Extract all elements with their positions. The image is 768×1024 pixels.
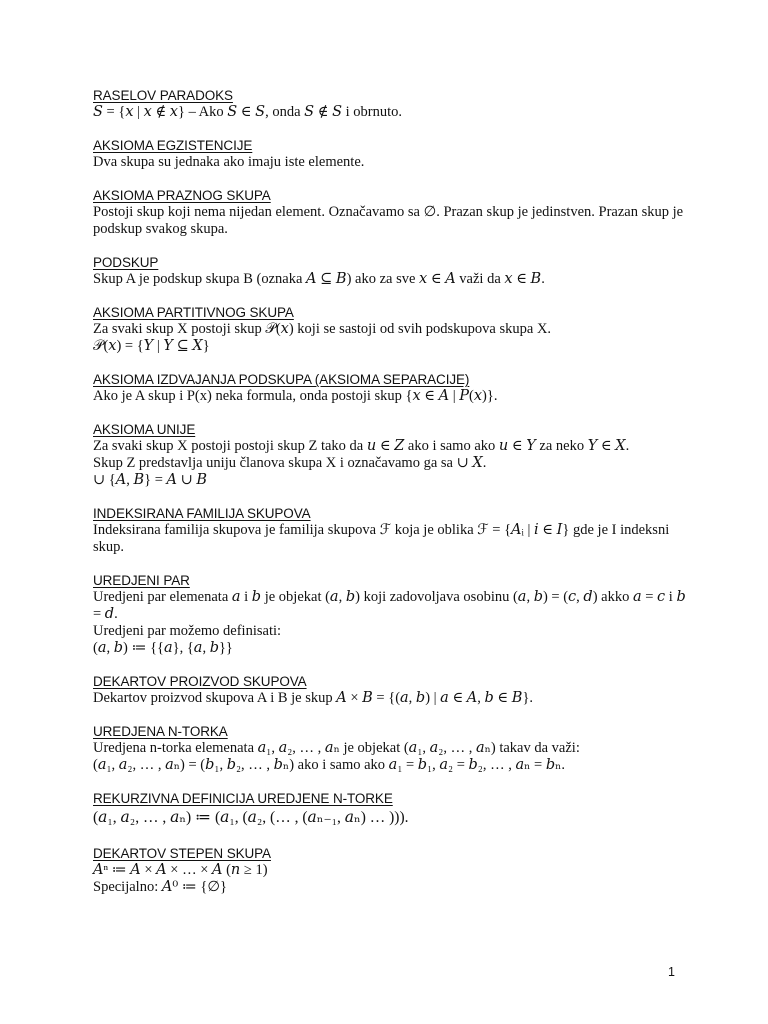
union-formula: ∪ {𝐴, 𝐵} = 𝐴 ∪ 𝐵	[93, 472, 208, 488]
section-aksioma-egzistencije	[93, 137, 693, 171]
axiom-text: Za svaki skup X postoji skup 𝒫(𝑥) koji se sastoji od svih podskupova skupa X.	[93, 321, 552, 337]
section-aksioma-partitivnog-skupa	[93, 304, 693, 355]
power-formula: 𝐴ⁿ ≔ 𝐴 × 𝐴 × … × 𝐴 (𝑛 ≥ 1)	[93, 862, 268, 878]
pair-formula: (𝑎, 𝑏) ≔ {{𝑎}, {𝑎, 𝑏}}	[93, 640, 233, 656]
section-heading: AKSIOMA IZDVAJANJA PODSKUPA (AKSIOMA SEPARACIJE)	[93, 372, 470, 387]
section-heading: AKSIOMA EGZISTENCIJE	[93, 138, 253, 153]
section-podskup	[93, 254, 693, 288]
ntuple-equality: (𝑎₁, 𝑎₂, … , 𝑎ₙ) = (𝑏₁, 𝑏₂, … , 𝑏ₙ) ako i samo ako 𝑎₁ = 𝑏₁, 𝑎₂ = 𝑏₂, … , 𝑎ₙ = 𝑏ₙ.	[93, 757, 566, 773]
family-definition: Indeksirana familija skupova je familija skupova ℱ koja je oblika ℱ = {𝐴ᵢ | 𝑖 ∈ 𝐼} gde je I indeksni skup.	[93, 522, 670, 555]
section-uredjena-n-torka	[93, 723, 693, 774]
section-heading: UREDJENI PAR	[93, 573, 190, 588]
section-dekartov-stepen	[93, 845, 693, 896]
section-heading: UREDJENA N-TORKA	[93, 724, 228, 739]
pair-definable-text: Uredjeni par možemo definisati:	[93, 623, 282, 639]
section-aksioma-praznog-skupa	[93, 187, 693, 238]
subset-definition: Skup A je podskup skupa B (oznaka 𝐴 ⊆ 𝐵) ako za sve 𝑥 ∈ 𝐴 važi da 𝑥 ∈ 𝐵.	[93, 271, 545, 287]
section-heading: DEKARTOV PROIZVOD SKUPOVA	[93, 674, 307, 689]
axiom-text: Ako je A skup i P(x) neka formula, onda postoji skup {𝑥 ∈ 𝐴 | 𝑃(𝑥)}.	[93, 388, 498, 404]
page-number: 1	[668, 965, 675, 979]
section-aksioma-unije	[93, 421, 693, 489]
section-heading: RASELOV PARADOKS	[93, 88, 233, 103]
union-description: Skup Z predstavlja uniju članova skupa X i označavamo ga sa ∪ 𝑋.	[93, 455, 487, 471]
paradox-definition: 𝑆 = {𝑥 | 𝑥 ∉ 𝑥} – Ako 𝑆 ∈ 𝑆, onda 𝑆 ∉ 𝑆 i obrnuto.	[93, 104, 403, 120]
product-definition: Dekartov proizvod skupova A i B je skup 𝐴 × 𝐵 = {(𝑎, 𝑏) | 𝑎 ∈ 𝐴, 𝑏 ∈ 𝐵}.	[93, 690, 534, 706]
pair-definition: Uredjeni par elemenata 𝑎 i 𝑏 je objekat (𝑎, 𝑏) koji zadovoljava osobinu (𝑎, 𝑏) = (𝑐, 𝑑) akko 𝑎 = 𝑐 i 𝑏 = 𝑑.	[93, 589, 686, 622]
special-case: Specijalno: 𝐴⁰ ≔ {∅}	[93, 879, 227, 895]
section-heading: PODSKUP	[93, 255, 159, 270]
document-page	[93, 87, 693, 912]
section-heading: REKURZIVNA DEFINICIJA UREDJENE N-TORKE	[93, 791, 393, 806]
section-raselov-paradoks	[93, 87, 693, 121]
section-heading: AKSIOMA PRAZNOG SKUPA	[93, 188, 271, 203]
axiom-text: Postoji skup koji nema nijedan element. Označavamo sa ∅. Prazan skup je jedinstven. Prazan skup je podskup svakog skupa.	[93, 204, 684, 237]
section-heading: AKSIOMA UNIJE	[93, 422, 196, 437]
section-heading: DEKARTOV STEPEN SKUPA	[93, 846, 271, 861]
section-dekartov-proizvod	[93, 673, 693, 707]
axiom-text: Za svaki skup X postoji postoji skup Z tako da 𝑢 ∈ 𝑍 ako i samo ako 𝑢 ∈ 𝑌 za neko 𝑌 ∈ 𝑋.	[93, 438, 630, 454]
section-uredjeni-par	[93, 572, 693, 657]
power-set-formula: 𝒫(𝑥) = {𝑌 | 𝑌 ⊆ 𝑋}	[93, 338, 210, 354]
section-heading: INDEKSIRANA FAMILIJA SKUPOVA	[93, 506, 311, 521]
section-indeksirana-familija	[93, 505, 693, 556]
ntuple-definition: Uredjena n-torka elemenata 𝑎₁, 𝑎₂, … , 𝑎ₙ je objekat (𝑎₁, 𝑎₂, … , 𝑎ₙ) takav da važi:	[93, 740, 580, 756]
section-rekurzivna-definicija	[93, 790, 693, 829]
axiom-text: Dva skupa su jednaka ako imaju iste elemente.	[93, 154, 365, 170]
section-aksioma-izdvajanja	[93, 371, 693, 405]
section-heading: AKSIOMA PARTITIVNOG SKUPA	[93, 305, 294, 320]
recursive-formula: (𝑎₁, 𝑎₂, … , 𝑎ₙ) ≔ (𝑎₁, (𝑎₂, (… , (𝑎ₙ₋₁, 𝑎ₙ) … ))).	[93, 809, 409, 826]
